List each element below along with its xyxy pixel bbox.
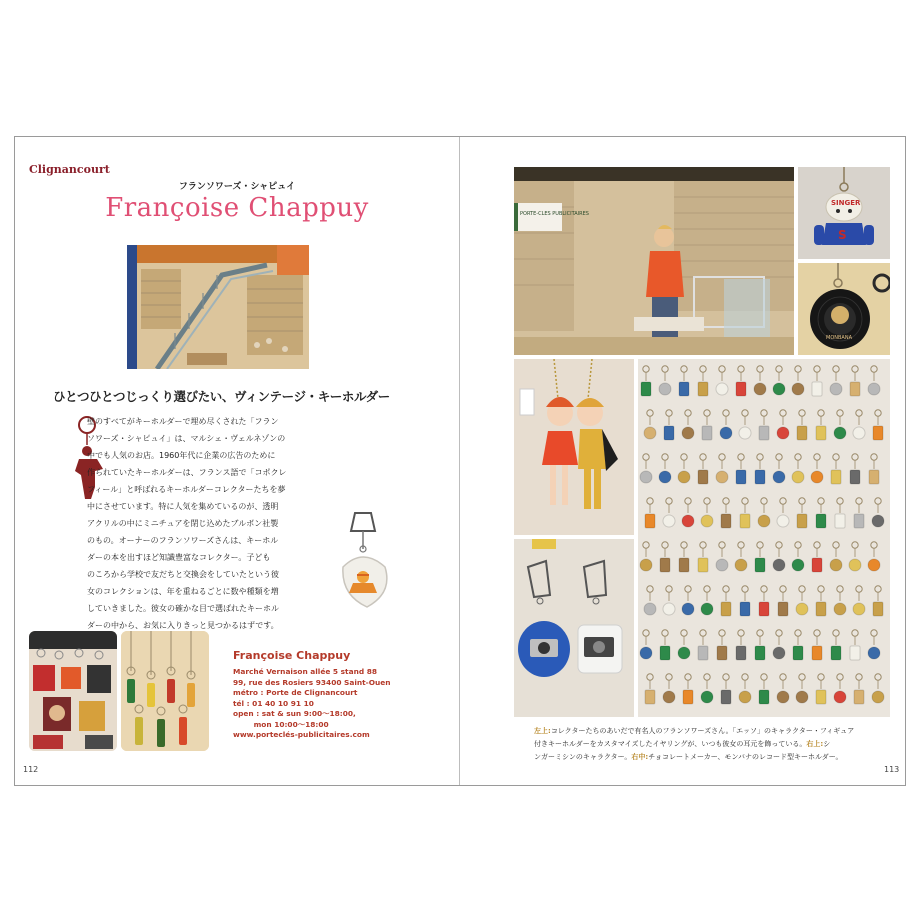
keyring-icon (757, 454, 763, 460)
keyring-icon (719, 454, 725, 460)
keyring-icon (875, 498, 881, 504)
keyring-icon (719, 542, 725, 548)
keychain-charm (759, 426, 769, 440)
keyring-icon (757, 542, 763, 548)
keychain-charm (716, 471, 728, 483)
shop-hours: open : sat & sun 9:00～18:00, (233, 709, 356, 718)
shop-address-line: 99, rue des Rosiers 93400 Saint-Ouen (233, 677, 391, 687)
keyring-icon (856, 674, 862, 680)
keyring-icon (681, 630, 687, 636)
keyring-icon (700, 630, 706, 636)
keyring-icon (780, 674, 786, 680)
keychain-charm (854, 690, 864, 704)
keychain-charm (682, 603, 694, 615)
keychain-charm (660, 646, 670, 660)
keychain-charm (835, 514, 845, 528)
magazine-spread (14, 136, 906, 786)
keyring-icon (742, 586, 748, 592)
body-line: ダーの本を出すほど知識豊富なコレクター。子ども (87, 553, 271, 562)
left-page (15, 137, 459, 785)
keychain-charm (797, 426, 807, 440)
keyring-icon (833, 630, 839, 636)
keychain-charm (740, 602, 750, 616)
keyring-icon (685, 498, 691, 504)
headline: ひとつひとつじっくり選びたい、ヴィンテージ・キーホルダー (53, 389, 390, 404)
keychain-charm (721, 690, 731, 704)
keychain-charm (698, 382, 708, 396)
keychain-charm (777, 427, 789, 439)
keyring-icon (776, 630, 782, 636)
keyring-icon (647, 674, 653, 680)
keyring-icon (776, 366, 782, 372)
keyring-icon (757, 366, 763, 372)
keychain-charm (678, 647, 690, 659)
body-line: 中でも人気のお店。1960年代に企業の広告のために (87, 451, 276, 460)
keychain-charm (796, 603, 808, 615)
keyring-icon (704, 410, 710, 416)
keychain-charm (664, 426, 674, 440)
keychain-charm (698, 646, 708, 660)
keyring-icon (818, 674, 824, 680)
keyring-icon (833, 366, 839, 372)
caption-text: 付きキーホルダーをカスタマイズしたイヤリングが、いつも彼女の耳元を飾っている。 (534, 740, 807, 748)
keychain-charm (777, 691, 789, 703)
keychain-charm (816, 426, 826, 440)
keychain-charm (850, 382, 860, 396)
keychain-charm (755, 558, 765, 572)
keyring-icon (852, 542, 858, 548)
page-title: Françoise Chappuy (105, 193, 369, 223)
page-number-left: 112 (23, 765, 39, 774)
caption-text: チョコレートメーカー、モンバナのレコード型キーホルダー。 (648, 753, 843, 761)
keyring-icon (799, 498, 805, 504)
keychain-charm (721, 602, 731, 616)
keychain-charm (640, 647, 652, 659)
keyring-icon (871, 366, 877, 372)
keychain-charm (663, 515, 675, 527)
keychain-charm (869, 470, 879, 484)
keyring-icon (776, 542, 782, 548)
keyring-icon (799, 586, 805, 592)
keychain-charm (873, 602, 883, 616)
keychain-charm (811, 471, 823, 483)
keychain-charm (682, 515, 694, 527)
keychain-charm (868, 383, 880, 395)
keyring-icon (666, 586, 672, 592)
keychain-charm (773, 471, 785, 483)
keyring-icon (666, 498, 672, 504)
shop-metro: métro : Porte de Clignancourt (233, 688, 358, 697)
keyring-icon (666, 674, 672, 680)
keychain-charm (683, 690, 693, 704)
keychain-charm (816, 514, 826, 528)
keyring-icon (723, 498, 729, 504)
keyring-icon (814, 630, 820, 636)
keyring-icon (856, 410, 862, 416)
owner-shop-photo (514, 167, 794, 355)
keyring-icon (818, 586, 824, 592)
keyring-icon (814, 454, 820, 460)
keyring-icon (647, 498, 653, 504)
keychain-charm (797, 514, 807, 528)
keyring-icon (795, 630, 801, 636)
keychain-charm (853, 427, 865, 439)
keychain-charm (678, 471, 690, 483)
keyring-icon (719, 630, 725, 636)
keychain-charm (701, 515, 713, 527)
keyring-icon (776, 454, 782, 460)
keychain-charm (812, 558, 822, 572)
keyring-icon (647, 586, 653, 592)
keyring-icon (643, 542, 649, 548)
keyring-icon (852, 454, 858, 460)
keychain-charm (701, 603, 713, 615)
keychain-charm (736, 382, 746, 396)
keychain-charm (736, 646, 746, 660)
right-page (460, 137, 905, 785)
keyring-icon (723, 674, 729, 680)
keychain-charm (679, 382, 689, 396)
keyring-icon (761, 586, 767, 592)
keychain-charm (816, 690, 826, 704)
keyring-icon (662, 542, 668, 548)
caption-text: シ (823, 740, 831, 748)
keyring-icon (875, 674, 881, 680)
keychain-charm (853, 603, 865, 615)
keyring-icon (761, 498, 767, 504)
keychain-charm (758, 515, 770, 527)
page-number-right: 113 (884, 765, 900, 774)
keyring-icon (700, 454, 706, 460)
keychain-charm (773, 647, 785, 659)
keychain-charm (831, 646, 841, 660)
keyring-icon (761, 674, 767, 680)
keyring-icon (738, 366, 744, 372)
shop-hours: mon 10:00～18:00 (233, 719, 329, 729)
keychain-charm (759, 690, 769, 704)
keyring-icon (742, 410, 748, 416)
keyring-icon (761, 410, 767, 416)
keyring-icon (852, 366, 858, 372)
keyring-icon (662, 366, 668, 372)
keyring-icon (780, 498, 786, 504)
keychain-charm (868, 647, 880, 659)
photo-caption (534, 725, 896, 764)
keyring-icon (666, 410, 672, 416)
keyring-icon (647, 410, 653, 416)
keychain-charm (698, 470, 708, 484)
shop-interior-photo (127, 245, 309, 369)
keychain-charm (716, 559, 728, 571)
keychain-charm (834, 427, 846, 439)
body-line: フィール」と呼ばれるキーホルダーコレクターたちを夢 (87, 485, 286, 494)
keychain-charm (792, 471, 804, 483)
keychain-charm (755, 646, 765, 660)
keyring-icon (871, 542, 877, 548)
keyring-icon (742, 498, 748, 504)
keychain-charm (739, 427, 751, 439)
camera-keychains-photo (514, 539, 634, 717)
body-line: アクリルの中にミニチュアを閉じ込めたブルボン社製 (87, 519, 279, 528)
keychain-charm (834, 691, 846, 703)
keyring-icon (795, 542, 801, 548)
keychain-charm (679, 558, 689, 572)
shop-website: www.porteclés-publicitaires.com (233, 730, 370, 739)
keyring-icon (814, 366, 820, 372)
body-line: ソワーズ・シャピュイ」は、マルシェ・ヴェルネゾンの (87, 434, 286, 443)
article-body (87, 413, 335, 634)
shop-address-line: Marché Vernaison allée 5 stand 88 (233, 667, 377, 676)
keyring-icon (700, 542, 706, 548)
keyring-icon (681, 454, 687, 460)
singer-keychain-photo (798, 167, 890, 259)
keyring-icon (795, 366, 801, 372)
keyring-icon (799, 674, 805, 680)
keyring-icon (685, 586, 691, 592)
keychain-charm (873, 426, 883, 440)
keyring-icon (704, 498, 710, 504)
svg-text:S: S (838, 228, 847, 242)
keychain-charm (735, 559, 747, 571)
keyring-icon (818, 410, 824, 416)
keyring-icon (795, 454, 801, 460)
keychain-charm (644, 427, 656, 439)
keyring-icon (875, 586, 881, 592)
keyring-icon (738, 630, 744, 636)
caption-text: ンガーミシンのキャラクター。 (534, 753, 632, 761)
keychain-charm (759, 602, 769, 616)
keyring-icon (833, 454, 839, 460)
keychain-charm (850, 470, 860, 484)
keyring-icon (780, 586, 786, 592)
record-label: MONBANA (826, 335, 853, 341)
keychain-charm (816, 602, 826, 616)
keychain-charm (830, 383, 842, 395)
keychain-rack-photo (29, 631, 117, 751)
shop-phone: tél : 01 40 10 91 10 (233, 698, 314, 708)
keychain-charm (830, 559, 842, 571)
title-kana: フランソワーズ・シャピュイ (178, 182, 296, 192)
keychain-charm (716, 383, 728, 395)
keyring-icon (837, 498, 843, 504)
keyring-icon (856, 586, 862, 592)
keyring-icon (875, 410, 881, 416)
keyring-icon (818, 498, 824, 504)
keyring-icon (681, 366, 687, 372)
keychain-charm (872, 515, 884, 527)
keychain-charm (645, 514, 655, 528)
keychain-charm (740, 514, 750, 528)
keychain-charm (850, 646, 860, 660)
shop-name: Françoise Chappuy (233, 649, 351, 662)
bottle-keychains-photo (121, 631, 209, 751)
keyring-icon (757, 630, 763, 636)
body-line: のころから学校で友だちと交換会をしていたという彼 (87, 570, 279, 579)
keychain-charm (698, 558, 708, 572)
keyring-icon (643, 454, 649, 460)
keychain-charm (702, 426, 712, 440)
keyring-icon (742, 674, 748, 680)
keyring-icon (814, 542, 820, 548)
keyring-icon (685, 410, 691, 416)
keychain-charm (754, 383, 766, 395)
caption-text: コレクターたちのあいだで有名人のフランソワーズさん。「エッソ」のキャラクター・フィギュア (550, 727, 855, 735)
caption-key: 左上: (534, 727, 551, 735)
keychain-charm (755, 470, 765, 484)
keychain-charm (640, 471, 652, 483)
keychain-charm (773, 559, 785, 571)
body-line: ダーの中から、お気に入りきっと見つかるはずです。 (87, 621, 279, 630)
keychain-charm (777, 515, 789, 527)
keyring-icon (837, 586, 843, 592)
keyring-icon (837, 674, 843, 680)
keychain-charm (812, 646, 822, 660)
keyring-icon (856, 498, 862, 504)
record-keychain-photo (798, 263, 890, 355)
caption-key: 右上: (806, 740, 824, 748)
keychain-charm (659, 471, 671, 483)
keyring-icon (871, 630, 877, 636)
keychain-charm (720, 427, 732, 439)
acrylic-keychain-icon (337, 509, 395, 615)
section-label: Clignancourt (29, 163, 110, 176)
keychain-charm (796, 691, 808, 703)
keychain-charm (659, 383, 671, 395)
keyring-icon (780, 410, 786, 416)
keychain-charm (792, 383, 804, 395)
keychain-charm (663, 603, 675, 615)
shop-info (233, 667, 391, 741)
keychain-charm (645, 690, 655, 704)
keychain-charm (721, 514, 731, 528)
keyring-icon (799, 410, 805, 416)
keyring-icon (643, 630, 649, 636)
keychain-charm (717, 646, 727, 660)
keyring-icon (723, 586, 729, 592)
couple-keychain-photo (514, 359, 634, 535)
keychain-charm (736, 470, 746, 484)
keyring-icon (871, 454, 877, 460)
keyring-icon (833, 542, 839, 548)
keychain-charm (831, 470, 841, 484)
keyring-icon (662, 454, 668, 460)
body-line: 中にさせています。特に人気を集めているのが、透明 (87, 502, 279, 511)
keyring-icon (704, 586, 710, 592)
keyring-icon (852, 630, 858, 636)
keyring-icon (700, 366, 706, 372)
caption-key: 右中: (631, 753, 649, 761)
body-line: 壁のすべてがキーホルダーで埋め尽くされた「フラン (87, 417, 279, 426)
keychain-charm (701, 691, 713, 703)
keychain-charm (872, 691, 884, 703)
keychain-charm (793, 646, 803, 660)
keyring-icon (704, 674, 710, 680)
keychain-charm (660, 558, 670, 572)
keychain-charm (812, 382, 822, 396)
keychain-charm (663, 691, 675, 703)
keychain-charm (641, 382, 651, 396)
keychain-wall-photo (638, 359, 890, 717)
body-line: 作られていたキーホルダーは、フランス語で「コポクレ (87, 468, 287, 477)
keychain-wall-graphic (638, 359, 890, 717)
keychain-charm (792, 559, 804, 571)
keychain-charm (834, 603, 846, 615)
keychain-charm (868, 559, 880, 571)
keyring-icon (738, 454, 744, 460)
keychain-charm (854, 514, 864, 528)
keyring-icon (685, 674, 691, 680)
keyring-icon (837, 410, 843, 416)
keychain-charm (778, 602, 788, 616)
keyring-icon (738, 542, 744, 548)
shop-sign-text: PORTE-CLES PUBLICITAIRES (520, 211, 589, 217)
keychain-charm (739, 691, 751, 703)
body-line: のもの。オーナーのフランソワーズさんは、キーホル (87, 536, 279, 545)
keyring-icon (662, 630, 668, 636)
body-line: していきました。彼女の確かな目で選ばれたキーホル (87, 604, 279, 613)
keychain-charm (773, 383, 785, 395)
singer-label: SINGER (831, 199, 861, 207)
keyring-icon (723, 410, 729, 416)
keychain-charm (640, 559, 652, 571)
keyring-icon (643, 366, 649, 372)
body-line: 女のコレクションは、年を重ねるごとに数や種類を増 (87, 587, 279, 596)
keychain-charm (644, 603, 656, 615)
keychain-charm (849, 559, 861, 571)
keychain-charm (682, 427, 694, 439)
keyring-icon (719, 366, 725, 372)
keyring-icon (681, 542, 687, 548)
